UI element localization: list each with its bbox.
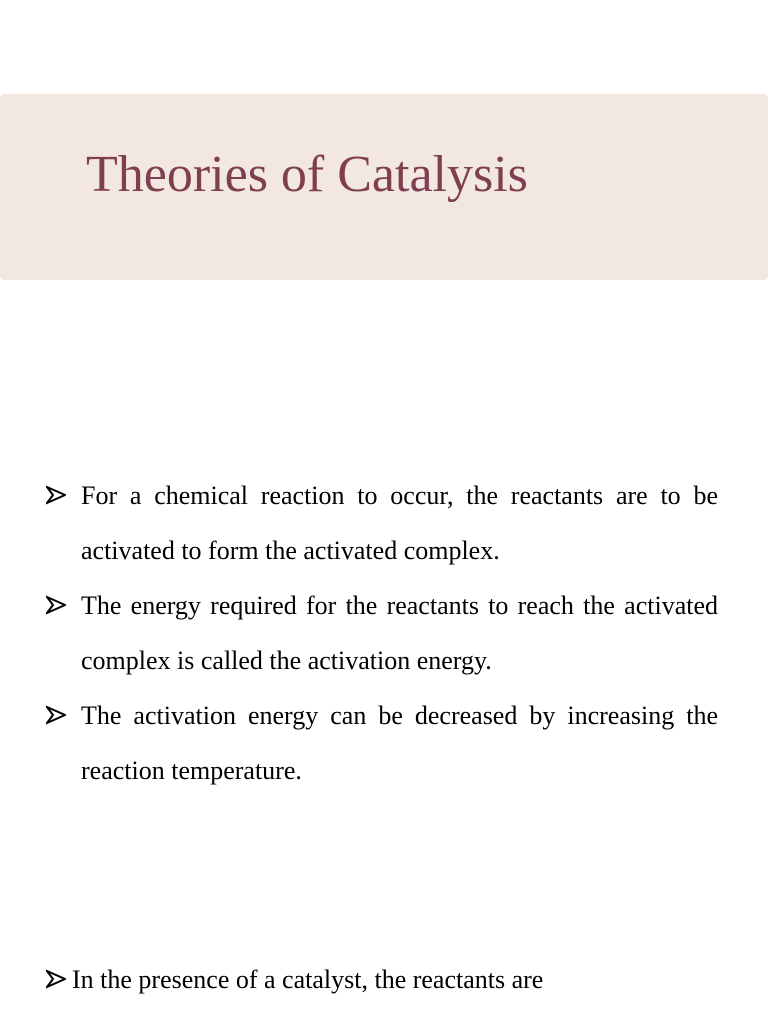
bullet-text: The activation energy can be decreased by increasing the reaction temperature. xyxy=(81,701,718,785)
bullet-text: The energy required for the reactants to reach the activated complex is called the activation energy. xyxy=(81,591,718,675)
lower-bullet xyxy=(46,952,724,1007)
arrowhead-bullet-icon xyxy=(46,705,66,725)
bullet-item xyxy=(46,468,718,578)
slide-title: Theories of Catalysis xyxy=(86,146,528,203)
arrowhead-bullet-icon xyxy=(46,969,66,989)
arrowhead-bullet-icon xyxy=(46,485,66,505)
bullet-text: For a chemical reaction to occur, the reactants are to be activated to form the activated complex. xyxy=(81,481,718,565)
bullet-item xyxy=(46,578,718,688)
bullet-item xyxy=(46,688,718,798)
bullet-list xyxy=(46,468,718,798)
lower-bullet-text: In the presence of a catalyst, the reactants are xyxy=(72,965,544,994)
arrowhead-bullet-icon xyxy=(46,595,66,615)
